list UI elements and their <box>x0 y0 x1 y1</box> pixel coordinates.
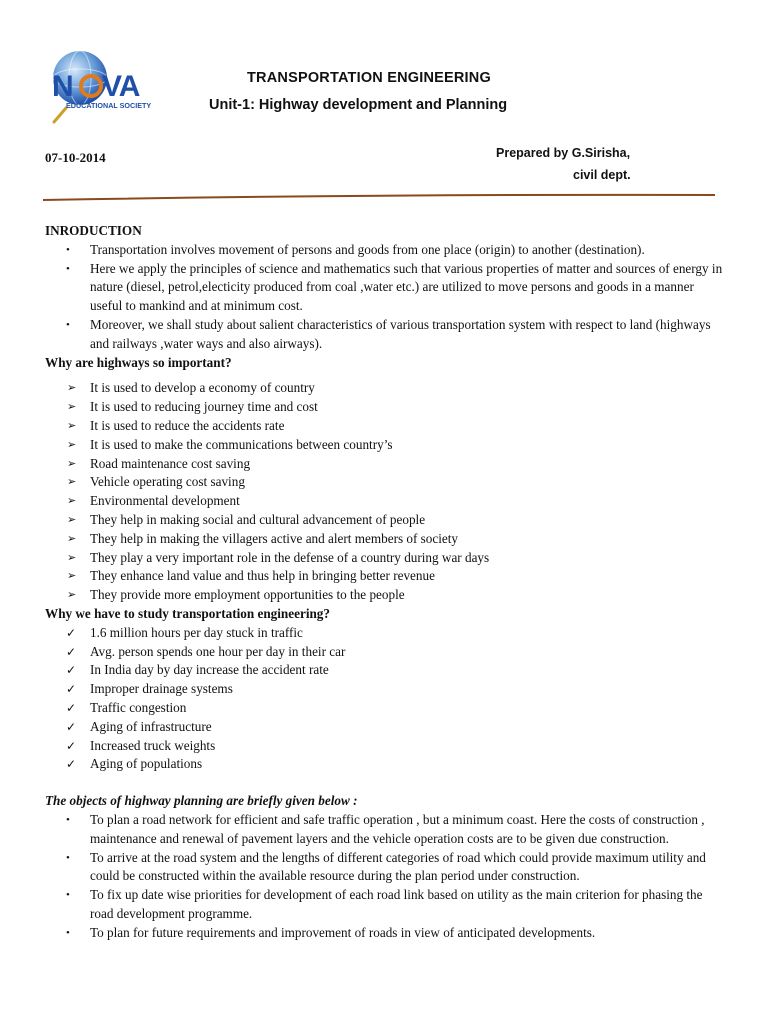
objects-list <box>45 811 725 943</box>
arrow-right-icon: ➢ <box>67 419 77 432</box>
header-divider <box>43 193 715 203</box>
list-item: ➢ It is used to develop a economy of country <box>45 379 725 398</box>
svg-text:EDUCATIONAL SOCIETY: EDUCATIONAL SOCIETY <box>66 101 152 110</box>
list-item: • To fix up date wise priorities for development of each road link based on utility as the main criterion for phasing the road development programme. <box>66 887 703 921</box>
document-title: TRANSPORTATION ENGINEERING <box>247 70 491 86</box>
bullet-dot-icon: • <box>66 262 70 275</box>
nova-logo <box>46 44 164 126</box>
arrow-right-icon: ➢ <box>67 532 77 545</box>
list-item: • To arrive at the road system and the lengths of different categories of road which could provide maximum utility and could be constructed within the available resource during the plan period under construction. <box>66 849 706 884</box>
document-date: 07-10-2014 <box>45 150 106 165</box>
check-mark-icon: ✓ <box>66 757 77 772</box>
bullet-dot-icon: • <box>66 813 70 826</box>
arrow-right-icon: ➢ <box>67 513 77 526</box>
list-item: ✓ In India day by day increase the accident rate <box>45 661 725 680</box>
check-mark-icon: ✓ <box>66 644 77 659</box>
bullet-dot-icon: • <box>66 889 70 902</box>
list-item: ➢ Environmental development <box>45 492 725 511</box>
list-item: • To plan a road network for efficient and safe traffic operation , but a minimum coast. Here the costs of construction , maintenance and renewal of pavement layers and the vehicle operation costs are to be given due construction. <box>66 811 705 846</box>
list-item: • To plan for future requirements and improvement of roads in view of anticipated developments. <box>45 924 725 943</box>
document-body <box>45 222 725 942</box>
svg-text:VA: VA <box>102 70 140 103</box>
arrow-right-icon: ➢ <box>67 438 77 451</box>
nova-logo-icon <box>46 44 164 126</box>
bullet-dot-icon: • <box>66 851 70 864</box>
check-mark-icon: ✓ <box>66 700 77 715</box>
arrow-right-icon: ➢ <box>67 495 77 508</box>
bullet-dot-icon: • <box>66 318 70 331</box>
arrow-right-icon: ➢ <box>67 570 77 583</box>
department-line: civil dept. <box>573 168 631 182</box>
list-item: ✓ Traffic congestion <box>45 699 725 718</box>
list-item: ➢ It is used to make the communications between country’s <box>45 436 725 455</box>
bullet-dot-icon: • <box>66 926 70 939</box>
list-item: ➢ Vehicle operating cost saving <box>45 473 725 492</box>
check-mark-icon: ✓ <box>66 625 77 640</box>
list-item: • Transportation involves movement of persons and goods from one place (origin) to another (destination). <box>45 241 725 260</box>
check-mark-icon: ✓ <box>66 663 77 678</box>
author-line: Prepared by G.Sirisha, <box>496 146 631 160</box>
objects-heading: The objects of highway planning are briefly given below : <box>45 793 358 809</box>
svg-text:N: N <box>52 70 73 103</box>
list-item: ➢ They help in making social and cultural advancement of people <box>45 511 725 530</box>
check-mark-icon: ✓ <box>66 682 77 697</box>
arrow-right-icon: ➢ <box>67 382 77 395</box>
list-item: ➢ They enhance land value and thus help in bringing better revenue <box>45 567 725 586</box>
list-item: ➢ It is used to reducing journey time and cost <box>45 398 725 417</box>
list-item: ➢ They provide more employment opportunities to the people <box>45 586 725 605</box>
list-item: • Moreover, we shall study about salient characteristics of various transportation system with respect to land (highways and railways ,water ways and also airways). <box>66 316 711 351</box>
bullet-dot-icon: • <box>66 243 70 256</box>
importance-heading: Why are highways so important? <box>45 354 232 370</box>
list-item: ✓ 1.6 million hours per day stuck in traffic <box>45 624 725 643</box>
list-item: ➢ Road maintenance cost saving <box>45 455 725 474</box>
arrow-right-icon: ➢ <box>67 401 77 414</box>
importance-list <box>45 379 725 605</box>
arrow-right-icon: ➢ <box>67 551 77 564</box>
arrow-right-icon: ➢ <box>67 476 77 489</box>
arrow-right-icon: ➢ <box>67 589 77 602</box>
list-item: ✓ Improper drainage systems <box>45 680 725 699</box>
document-subtitle: Unit-1: Highway development and Planning <box>209 97 508 113</box>
list-item: • Here we apply the principles of science and mathematics such that various properties of matter and sources of energy in nature (diesel, petrol,electicity produced from coal ,water etc.) are utilized to move persons and goods in a manner useful to mankind and at minimum cost. <box>66 260 723 314</box>
introduction-list <box>45 241 725 354</box>
list-item: ✓ Aging of infrastructure <box>45 718 725 737</box>
study-reasons-heading: Why we have to study transportation engineering? <box>45 605 330 621</box>
check-mark-icon: ✓ <box>66 738 77 753</box>
introduction-heading: INRODUCTION <box>45 223 142 238</box>
arrow-right-icon: ➢ <box>67 457 77 470</box>
check-mark-icon: ✓ <box>66 719 77 734</box>
list-item: ➢ It is used to reduce the accidents rate <box>45 417 725 436</box>
list-item: ✓ Increased truck weights <box>45 737 725 756</box>
list-item: ➢ They help in making the villagers active and alert members of society <box>45 530 725 549</box>
list-item: ✓ Avg. person spends one hour per day in their car <box>45 643 725 662</box>
list-item: ✓ Aging of populations <box>45 755 725 774</box>
list-item: ➢ They play a very important role in the defense of a country during war days <box>45 549 725 568</box>
study-reasons-list <box>45 624 725 774</box>
